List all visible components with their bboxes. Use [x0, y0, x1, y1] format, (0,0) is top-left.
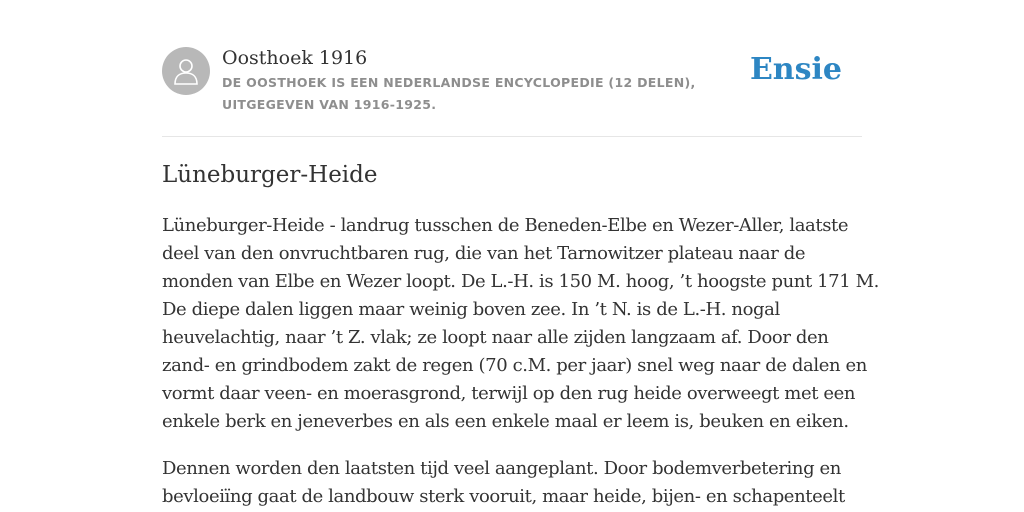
article-body — [162, 212, 879, 512]
source-description: DE OOSTHOEK IS EEN NEDERLANDSE ENCYCLOPEDIE (12 DELEN), UITGEGEVEN VAN 1916-1925. — [222, 75, 696, 112]
paragraph-line: monden van Elbe en Wezer loopt. De L.-H. is 150 M. hoog, ’t hoogste punt 171 M. — [162, 271, 879, 292]
paragraph-line: deel van den onvruchtbaren rug, die van het Tarnowitzer plateau naar de — [162, 243, 806, 264]
paragraph-line: De diepe dalen liggen maar weinig boven zee. In ’t N. is de L.-H. nogal — [162, 299, 780, 320]
source-avatar[interactable] — [162, 47, 210, 95]
article-paragraph — [162, 455, 862, 511]
user-icon — [173, 57, 199, 85]
paragraph-line: bevloeiïng gaat de landbouw sterk vooruit, maar heide, bijen- en schapenteelt — [162, 486, 845, 507]
source-header — [162, 46, 862, 137]
paragraph-line: Dennen worden den laatsten tijd veel aangeplant. Door bodemverbetering en — [162, 458, 841, 479]
paragraph-line: zand- en grindbodem zakt de regen (70 c.M. per jaar) snel weg naar de dalen en — [162, 355, 867, 376]
paragraph-line: vormt daar veen- en moerasgrond, terwijl op den rug heide overweegt met een — [162, 383, 856, 404]
article-title: Lüneburger-Heide — [162, 162, 378, 188]
paragraph-line: Lüneburger-Heide - landrug tusschen de Beneden-Elbe en Wezer-Aller, laatste — [162, 215, 849, 236]
article-paragraph — [162, 212, 879, 436]
paragraph-line: enkele berk en jeneverbes en als een enkele maal er leem is, beuken en eiken. — [162, 411, 849, 432]
source-title[interactable]: Oosthoek 1916 — [222, 47, 368, 69]
ensie-logo[interactable]: Ensie — [749, 52, 842, 87]
paragraph-line: heuvelachtig, naar ’t Z. vlak; ze loopt naar alle zijden langzaam af. Door den — [162, 327, 829, 348]
